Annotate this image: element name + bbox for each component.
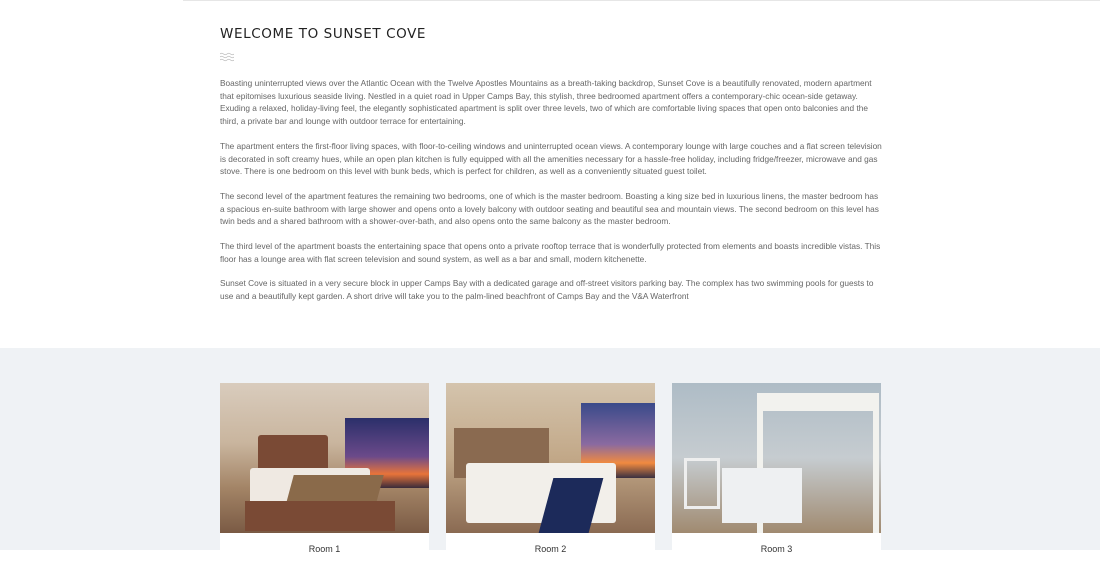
- top-divider: [183, 0, 1100, 1]
- room-photo[interactable]: [672, 383, 881, 533]
- intro-paragraph: The apartment enters the first-floor living spaces, with floor-to-ceiling windows and uninterrupted ocean views. A contemporary lounge with large couches and a flat screen television is decorated in soft creamy hues, while an open plan kitchen is fully equipped with all the amenities necessary for a hassle-free holiday, including fridge/freezer, microwave and gas stove. There is one bedroom on this level with bunk beds, which is perfect for children, as well as a conveniently situated guest toilet.: [220, 140, 882, 177]
- room-photo[interactable]: [446, 383, 655, 533]
- room-caption: Room 2: [534, 544, 567, 554]
- room-card[interactable]: [220, 383, 429, 563]
- intro-paragraph: Boasting uninterrupted views over the Atlantic Ocean with the Twelve Apostles Mountains as a breath-taking backdrop, Sunset Cove is a beautifully renovated, modern apartment that epitomises luxurious seaside living. Nestled in a quiet road in Upper Camps Bay, this stylish, three bedroomed apartment offers a contemporary-chic ocean-side getaway. Exuding a relaxed, holiday-living feel, the elegantly sophisticated apartment is split over three levels, two of which are comfortable living spaces that open onto balconies and the third, a private bar and lounge with outdoor terrace for entertaining.: [220, 78, 872, 127]
- room-card[interactable]: [446, 383, 655, 563]
- room-caption: Room 1: [308, 544, 341, 554]
- section-title: WELCOME TO SUNSET COVE: [220, 26, 427, 42]
- intro-paragraph: The second level of the apartment features the remaining two bedrooms, one of which is the master bedroom. Boasting a king size bed in luxurious linens, the master bedroom has a spacious en-suite bathroom with large shower and opens onto a lovely balcony with outdoor seating and beautiful sea and mountain views. The second bedroom on this level has twin beds and a shared bathroom with a shower-over-bath, and also opens onto the same balcony as the master bedroom.: [220, 190, 879, 227]
- room-card[interactable]: [672, 383, 881, 563]
- intro-paragraph: The third level of the apartment boasts the entertaining space that opens onto a private rooftop terrace that is wonderfully protected from elements and boasts incredible vistas. This floor has a lounge area with flat screen television and sound system, as well as a bar and small, modern kitchenette.: [220, 241, 881, 264]
- welcome-section: [220, 26, 882, 303]
- waves-icon: [220, 52, 234, 62]
- room-caption: Room 3: [760, 544, 793, 554]
- room-photo[interactable]: [220, 383, 429, 533]
- room-gallery: [0, 348, 1100, 554]
- intro-paragraph: Sunset Cove is situated in a very secure block in upper Camps Bay with a dedicated garage and off-street visitors parking bay. The complex has two swimming pools for guests to use and a beautifully kept garden. A short drive will take you to the palm-lined beachfront of Camps Bay and the V&A Waterfront: [220, 278, 874, 302]
